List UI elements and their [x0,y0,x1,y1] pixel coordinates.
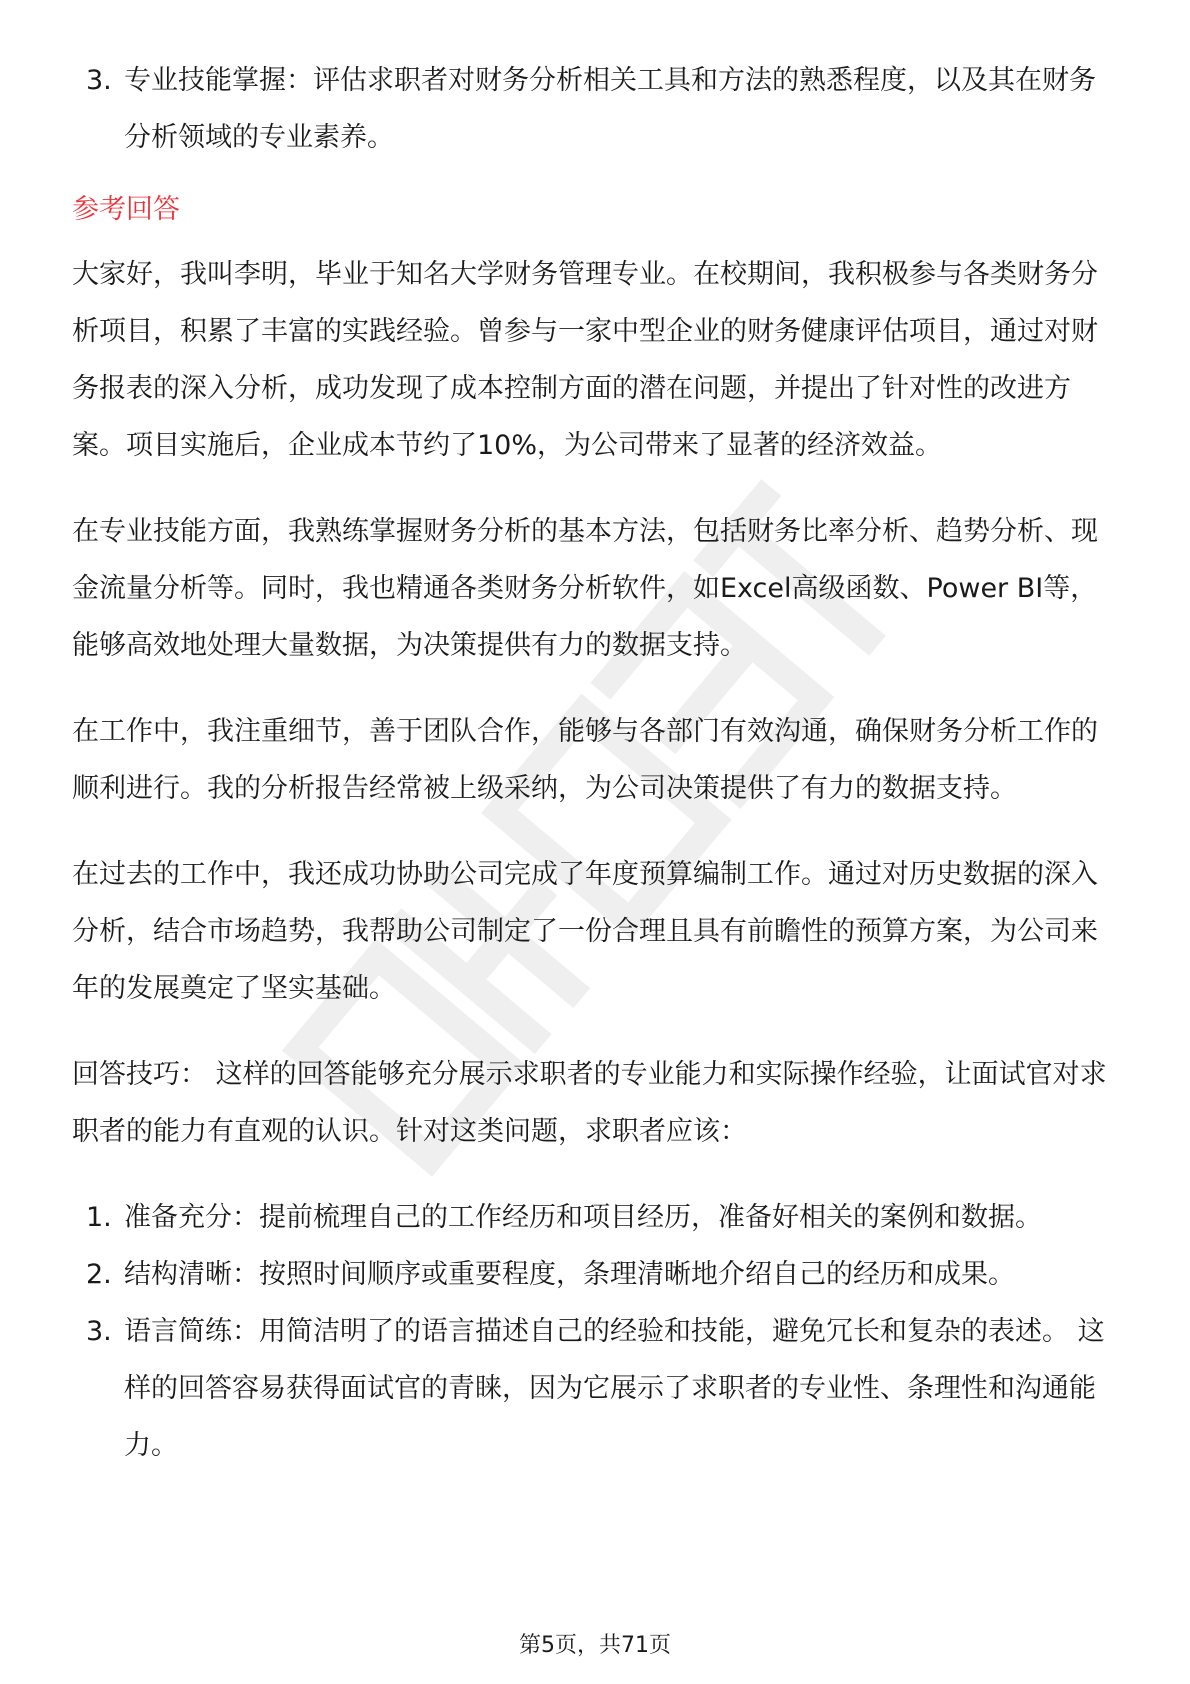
list-number: 1. [86,1202,112,1233]
list-item-text: 专业技能掌握：评估求职者对财务分析相关工具和方法的熟悉程度，以及其在财务分析领域的专业素养。 [124,65,1096,153]
answer-tips-paragraph: 回答技巧： 这样的回答能够充分展示求职者的专业能力和实际操作经验，让面试官对求职者的能力有直观的认识。针对这类问题，求职者应该： [72,1059,1107,1147]
criteria-list [72,52,1122,166]
list-item-text: 结构清晰：按照时间顺序或重要程度，条理清晰地介绍自己的经历和成果。 [124,1259,1015,1290]
answer-paragraph-skills: 在专业技能方面，我熟练掌握财务分析的基本方法，包括财务比率分析、趋势分析、现金流量分析等。同时，我也精通各类财务分析软件，如Excel高级函数、Power BI等，能够高效地处理大量数据，为决策提供有力的数据支持。 [72,516,1098,661]
answer-paragraph-work: 在工作中，我注重细节，善于团队合作，能够与各部门有效沟通，确保财务分析工作的顺利进行。我的分析报告经常被上级采纳，为公司决策提供了有力的数据支持。 [72,716,1098,804]
document-body [72,52,1122,1474]
list-item [72,1189,1122,1246]
section-heading: 参考回答 [72,194,180,225]
tips-list [72,1189,1122,1474]
list-item [72,1246,1122,1303]
list-item [72,1303,1122,1474]
list-number: 2. [86,1259,112,1290]
list-item-text: 语言简练：用简洁明了的语言描述自己的经验和技能，避免冗长和复杂的表述。 这样的回答容易获得面试官的青睐，因为它展示了求职者的专业性、条理性和沟通能力。 [124,1316,1105,1461]
list-number: 3. [86,1316,112,1347]
list-number: 3. [86,65,112,96]
answer-paragraph-intro: 大家好，我叫李明，毕业于知名大学财务管理专业。在校期间，我积极参与各类财务分析项目，积累了丰富的实践经验。曾参与一家中型企业的财务健康评估项目，通过对财务报表的深入分析，成功发现了成本控制方面的潜在问题，并提出了针对性的改进方案。项目实施后，企业成本节约了10%，为公司带来了显著的经济效益。 [72,259,1098,461]
list-item-text: 准备充分：提前梳理自己的工作经历和项目经历，准备好相关的案例和数据。 [124,1202,1042,1233]
page-footer: 第5页，共71页 [519,1633,671,1658]
answer-paragraph-budget: 在过去的工作中，我还成功协助公司完成了年度预算编制工作。通过对历史数据的深入分析，结合市场趋势，我帮助公司制定了一份合理且具有前瞻性的预算方案，为公司来年的发展奠定了坚实基础。 [72,859,1098,1004]
list-item [72,52,1122,166]
